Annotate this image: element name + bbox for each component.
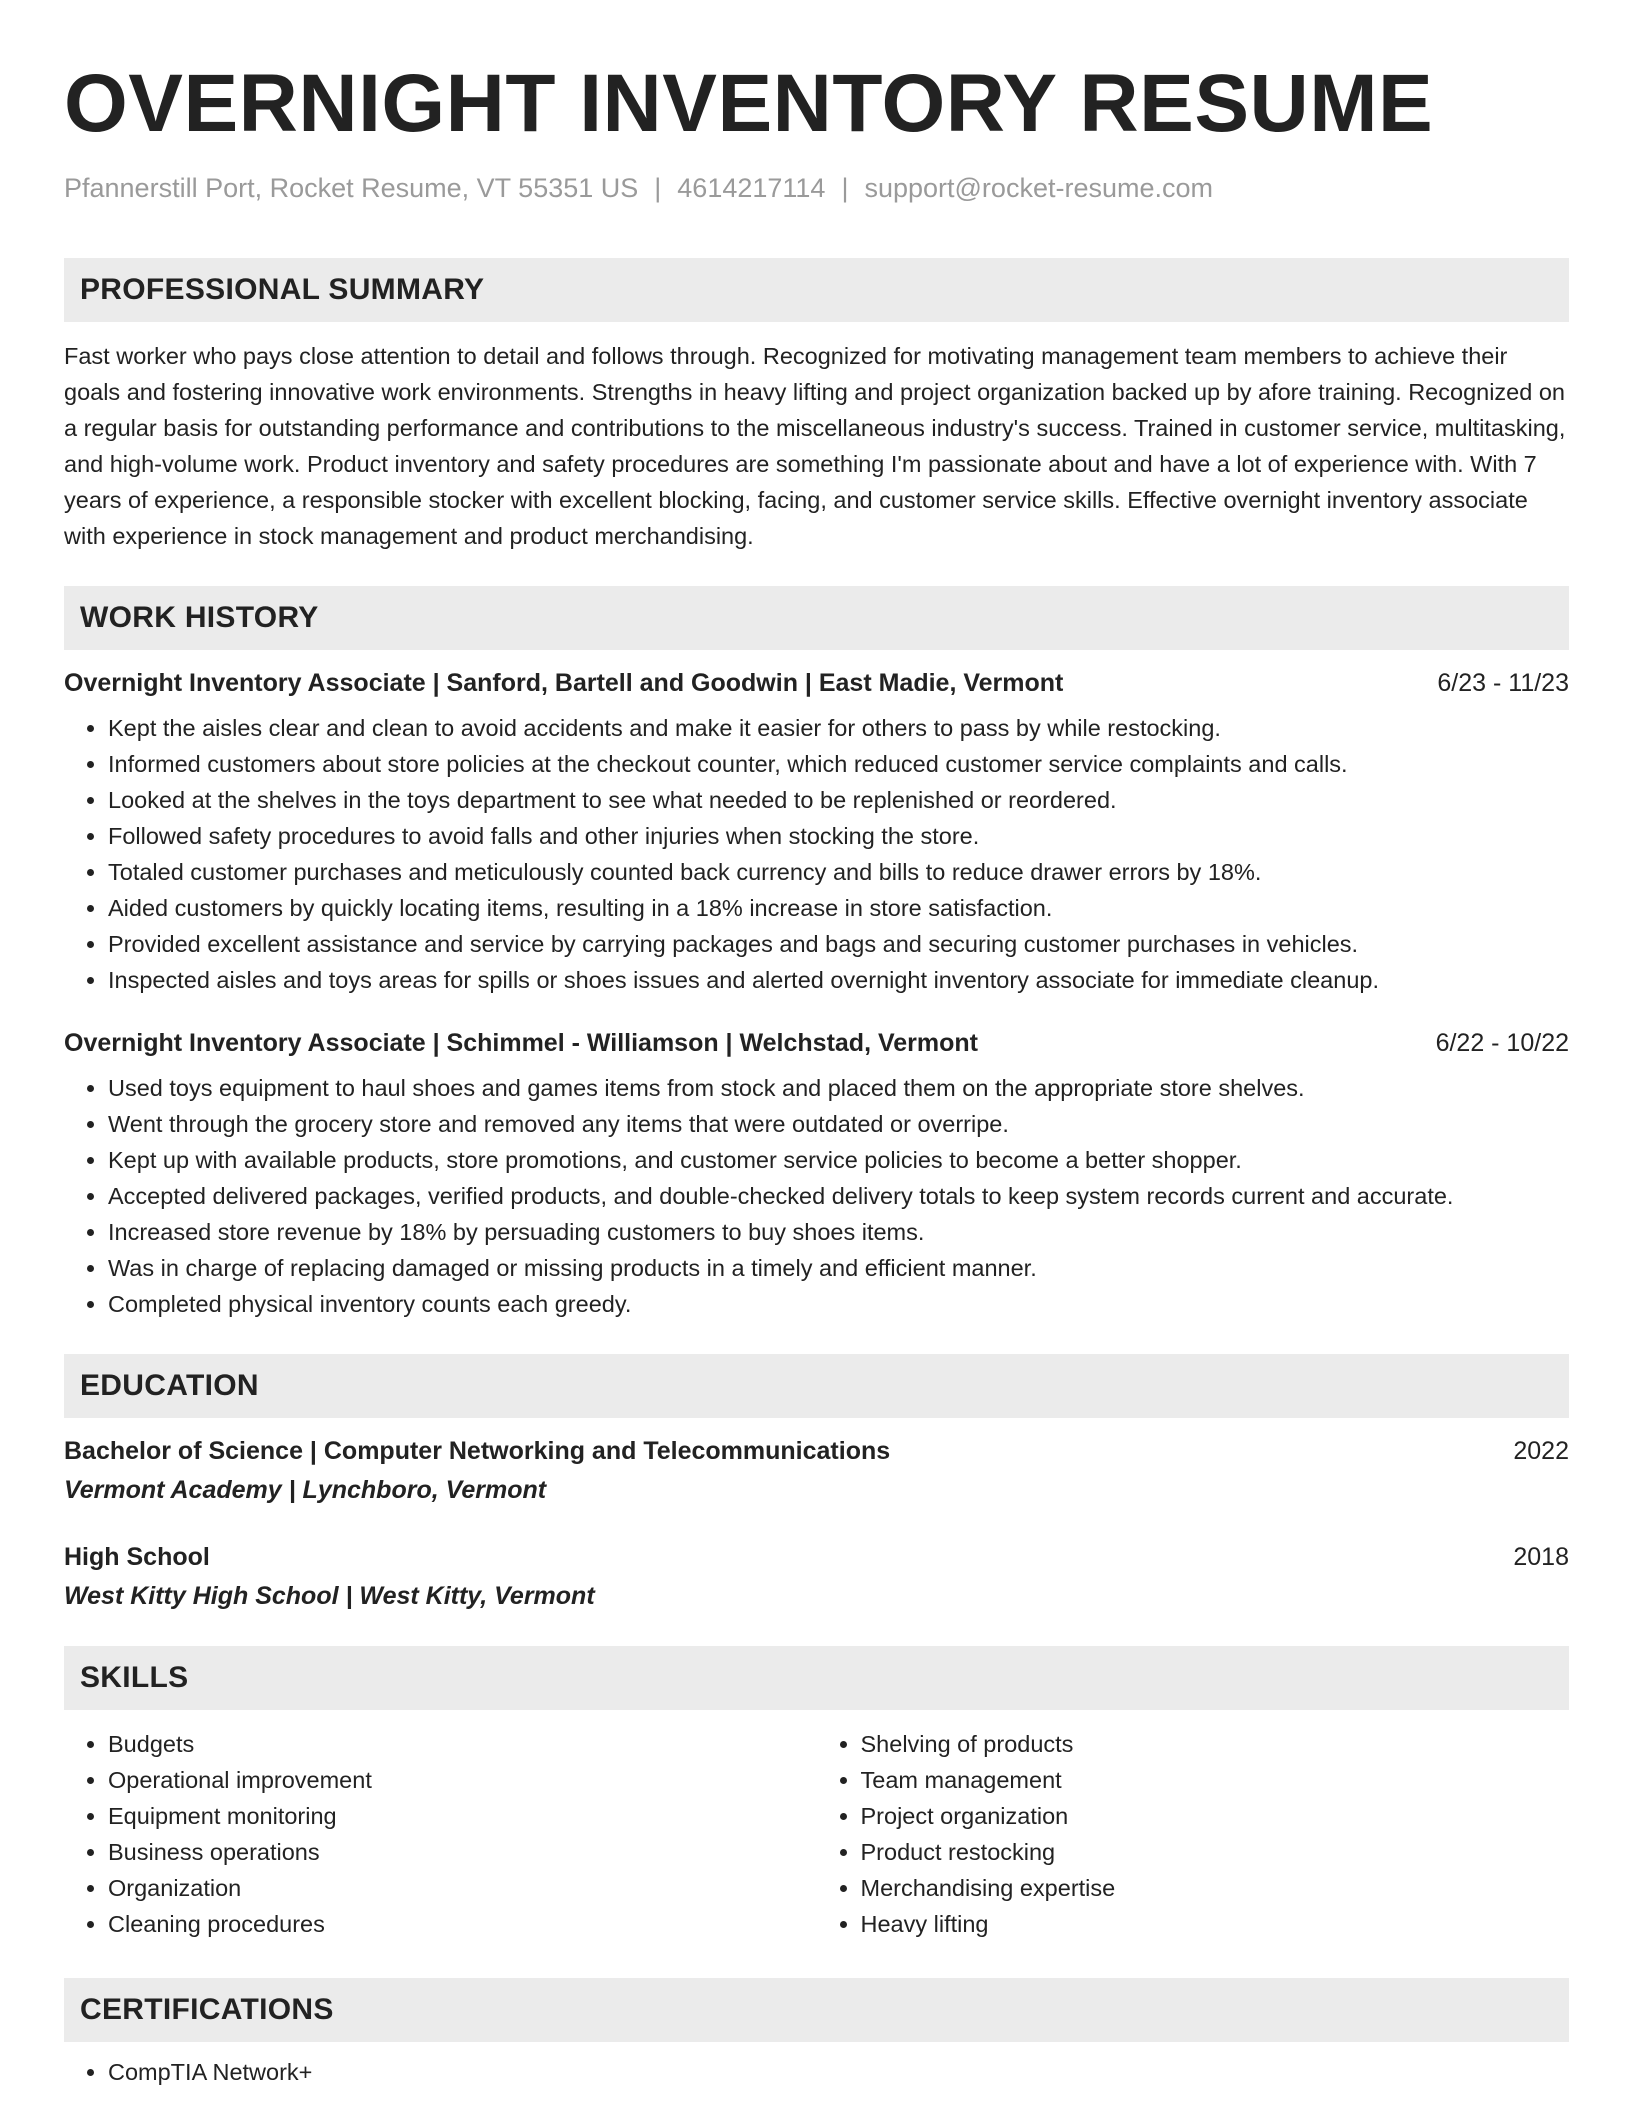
job-bullet: • Inspected aisles and toys areas for spills or shoes issues and alerted overnight inventory associate for immediate cleanup. bbox=[108, 962, 1569, 998]
skill-item: • Operational improvement bbox=[108, 1762, 817, 1798]
job-header bbox=[64, 1026, 1569, 1060]
phone: 4614217114 bbox=[677, 173, 826, 203]
resume-title: OVERNIGHT INVENTORY RESUME bbox=[64, 58, 1434, 149]
job-bullet: • Completed physical inventory counts each greedy. bbox=[108, 1286, 1569, 1322]
section-header-work-history: WORK HISTORY bbox=[64, 586, 1569, 650]
address: Pfannerstill Port, Rocket Resume, VT 55351 US bbox=[64, 173, 639, 203]
section-header-education: EDUCATION bbox=[64, 1354, 1569, 1418]
education-year: 2022 bbox=[1513, 1437, 1569, 1465]
skill-item: • Team management bbox=[861, 1762, 1570, 1798]
skill-item: • Product restocking bbox=[861, 1834, 1570, 1870]
job-bullet: • Was in charge of replacing damaged or missing products in a timely and efficient manner. bbox=[108, 1250, 1569, 1286]
job-entry bbox=[64, 666, 1569, 998]
skill-item: • Merchandising expertise bbox=[861, 1870, 1570, 1906]
education-entry bbox=[64, 1540, 1569, 1614]
job-dates: 6/22 - 10/22 bbox=[1435, 1029, 1569, 1057]
job-bullet: • Totaled customer purchases and meticulously counted back currency and bills to reduce drawer errors by 18%. bbox=[108, 854, 1569, 890]
summary-text: Fast worker who pays close attention to detail and follows through. Recognized for motivating management team members to achieve their goals and fostering innovative work environments. Strengths in heavy lifting and project organization backed up by afore training. Recognized on a regular basis for outstanding performance and contributions to the miscellaneous industry's success. Trained in customer service, multitasking, and high-volume work. Product inventory and safety procedures are something I'm passionate about and have a lot of experience with. With 7 years of experience, a responsible stocker with excellent blocking, facing, and customer service skills. Effective overnight inventory associate with experience in stock management and product merchandising. bbox=[64, 343, 1566, 549]
skills-column-right bbox=[817, 1726, 1570, 1942]
job-bullet: • Used toys equipment to haul shoes and games items from stock and placed them on the appropriate store shelves. bbox=[108, 1070, 1569, 1106]
contact-separator: | bbox=[654, 173, 662, 203]
section-header-skills: SKILLS bbox=[64, 1646, 1569, 1710]
job-header bbox=[64, 666, 1569, 700]
skill-item: • Heavy lifting bbox=[861, 1906, 1570, 1942]
skill-item: • Cleaning procedures bbox=[108, 1906, 817, 1942]
job-bullet: • Kept up with available products, store promotions, and customer service policies to become a better shopper. bbox=[108, 1142, 1569, 1178]
job-title: Overnight Inventory Associate | Sanford, Bartell and Goodwin | East Madie, Vermont bbox=[64, 669, 1064, 697]
job-bullet: • Aided customers by quickly locating items, resulting in a 18% increase in store satisfaction. bbox=[108, 890, 1569, 926]
job-bullets bbox=[64, 710, 1569, 998]
skill-item: • Equipment monitoring bbox=[108, 1798, 817, 1834]
job-entry bbox=[64, 1026, 1569, 1322]
section-header-summary: PROFESSIONAL SUMMARY bbox=[64, 258, 1569, 322]
contact-separator: | bbox=[841, 173, 849, 203]
skill-item: • Budgets bbox=[108, 1726, 817, 1762]
section-header-certifications: CERTIFICATIONS bbox=[64, 1978, 1569, 2042]
certification-item: • CompTIA Network+ bbox=[108, 2054, 1569, 2090]
job-bullet: • Went through the grocery store and removed any items that were outdated or overripe. bbox=[108, 1106, 1569, 1142]
job-title: Overnight Inventory Associate | Schimmel - Williamson | Welchstad, Vermont bbox=[64, 1029, 978, 1057]
education-entry bbox=[64, 1434, 1569, 1508]
skill-item: • Shelving of products bbox=[861, 1726, 1570, 1762]
degree-title: High School bbox=[64, 1543, 210, 1571]
contact-line bbox=[64, 170, 1569, 206]
school-name: West Kitty High School | West Kitty, Vermont bbox=[64, 1582, 595, 1610]
job-dates: 6/23 - 11/23 bbox=[1437, 669, 1569, 697]
education-year: 2018 bbox=[1513, 1543, 1569, 1571]
job-bullet: • Followed safety procedures to avoid falls and other injuries when stocking the store. bbox=[108, 818, 1569, 854]
job-bullet: • Looked at the shelves in the toys department to see what needed to be replenished or reordered. bbox=[108, 782, 1569, 818]
education-header bbox=[64, 1434, 1569, 1468]
school-name: Vermont Academy | Lynchboro, Vermont bbox=[64, 1476, 547, 1504]
degree-title: Bachelor of Science | Computer Networking and Telecommunications bbox=[64, 1437, 891, 1465]
skills-column-left bbox=[64, 1726, 817, 1942]
job-bullet: • Provided excellent assistance and service by carrying packages and bags and securing customer purchases in vehicles. bbox=[108, 926, 1569, 962]
job-bullet: • Accepted delivered packages, verified products, and double-checked delivery totals to keep system records current and accurate. bbox=[108, 1178, 1569, 1214]
skill-item: • Business operations bbox=[108, 1834, 817, 1870]
job-bullet: • Informed customers about store policies at the checkout counter, which reduced customer service complaints and calls. bbox=[108, 746, 1569, 782]
certifications-list bbox=[64, 2054, 1569, 2090]
email: support@rocket-resume.com bbox=[864, 173, 1213, 203]
job-bullet: • Kept the aisles clear and clean to avoid accidents and make it easier for others to pass by while restocking. bbox=[108, 710, 1569, 746]
skill-item: • Project organization bbox=[861, 1798, 1570, 1834]
job-bullets bbox=[64, 1070, 1569, 1322]
education-header bbox=[64, 1540, 1569, 1574]
skill-item: • Organization bbox=[108, 1870, 817, 1906]
skills-list bbox=[64, 1726, 1569, 1942]
job-bullet: • Increased store revenue by 18% by persuading customers to buy shoes items. bbox=[108, 1214, 1569, 1250]
